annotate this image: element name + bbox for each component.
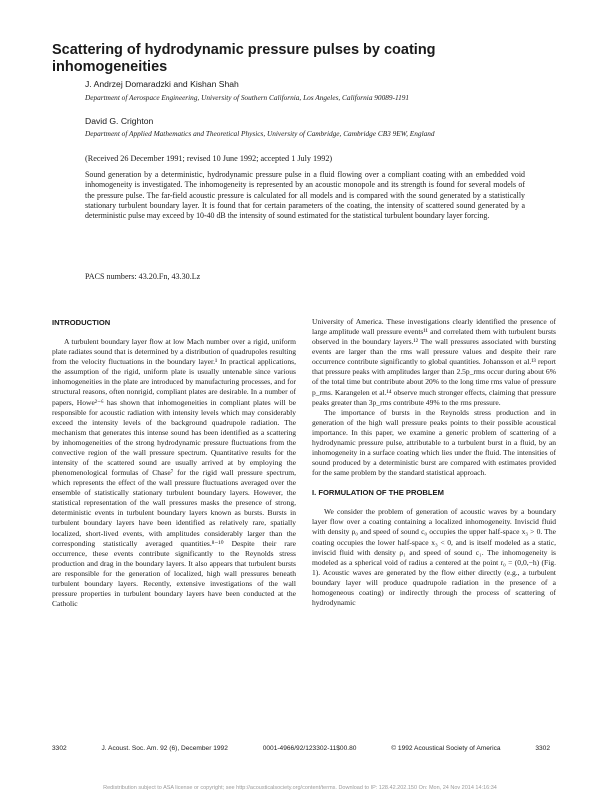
pacs-numbers: PACS numbers: 43.20.Fn, 43.30.Lz (85, 272, 201, 281)
right-column (312, 317, 556, 608)
affiliation-2: Department of Applied Mathematics and Theoretical Physics, University of Cambridge, Cambridge CB3 9EW, England (85, 129, 435, 138)
intro-paragraph-1: A turbulent boundary layer flow at low Mach number over a rigid, uniform plate radiates sound that is determined by a distribution of quadrupoles resulting from the velocity fluctuations in the boundary layer.¹ In practical applications, the assumption of the rigid, uniform plate is usually untenable since various inhomogeneities in the plate are introduced by manufacturing processes, and for structural reasons, often nonrigid, compliant plates are desirable. In a number of papers, Howe²⁻⁶ has shown that inhomogeneities in compliant plates will be responsible for acoustic radiation with intensity levels which may considerably exceed the intensity levels of the background quadrupole radiation. The mechanism that generates this intense sound has been identified as a scattering by inhomogeneities of the strong hydrodynamic pressure fluctuations from the convective region of the wall pressure spectrum. Quantitative results for the intensity of the scattered sound are usually arrived at by employing the phenomenological formulas of Chase⁷ for the rigid wall pressure spectrum, which represents the effect of the wall pressure fluctuations averaged over the ensemble of statistically stationary turbulent boundary layers. However, the statistical representation of the wall pressures masks the presence of strong, deterministic events in turbulent boundary layers known as bursts. Bursts in turbulent boundary layers have been identified as relatively rare, spatially localized, short-lived events, with amplitudes considerably larger than the corresponding statistically averaged quantities.⁸⁻¹⁰ Despite their rare occurrence, these events contribute significantly to the Reynolds stress production and drag in the boundary layers. It also appears that turbulent bursts are responsible for the generation of localized, high wall pressures beneath turbulent boundary layers. Recently, extensive investigations of the wall pressure properties in turbulent boundary layers have been conducted at the Catholic (52, 337, 296, 609)
journal-citation: J. Acoust. Soc. Am. 92 (6), December 1992 (101, 745, 228, 752)
formulation-heading: I. FORMULATION OF THE PROBLEM (312, 488, 444, 498)
intro-paragraph-3: The importance of bursts in the Reynolds stress production and in generation of the high wall pressure peaks points to their possible acoustical importance. In this paper, we examine a generic problem of scattering of a hydrodynamic pressure pulse, attributable to a turbulent burst in a fluid, by an inhomogeneity in a surface coating which lies under the fluid. The intensities of sound produced by a deterministic burst are compared with estimates provided for the same problem by the standard statistical approach. (312, 407, 556, 478)
page-number-right: 3302 (535, 745, 550, 752)
page-number-left: 3302 (52, 745, 67, 752)
received-dates: (Received 26 December 1991; revised 10 June 1992; accepted 1 July 1992) (85, 154, 333, 163)
article-code: 0001-4966/92/123302-11$00.80 (262, 745, 357, 752)
abstract: Sound generation by a deterministic, hydrodynamic pressure pulse in a fluid flowing over a compliant coating with an embedded void inhomogeneity is investigated. The inhomogeneity is represented by an acoustic monopole and its strength is found for several models of the pressure pulse. The far-field acoustic pressure is calculated for all models and is compared with the sound generated by a statistically stationary turbulent boundary layer. It is found that for certain parameters of the coating, the intensity of scattered sound generated by a deterministic pulse may exceed by 10-40 dB the intensity of sound estimated for the statistical turbulent boundary layer forcing. (85, 170, 525, 221)
redistribution-notice: Redistribution subject to ASA license or copyright; see http://acousticalsociety.org/content/terms. Download to IP: 128.42.202.150 On: Mon, 24 Nov 2014 14:16:34 (103, 785, 497, 791)
left-column (52, 318, 296, 609)
formulation-paragraph-1: We consider the problem of generation of acoustic waves by a boundary layer flow over a coating containing a localized inhomogeneity. Inviscid fluid with density ρ₀ and speed of sound c₀ occupies the upper half-space x₃ > 0. The coating occupies the lower half-space x₃ < 0, and is itself modeled as a static, inviscid fluid with density ρ₁ and speed of sound c₁. The inhomogeneity is modeled as a spherical void of radius a centered at the point r₀ = (0,0,−h) (Fig. 1). Acoustic waves are generated by the flow either directly (e.g., a turbulent boundary layer will produce quadrupole radiation in the presence of a homogeneous coating) or indirectly through the process of scattering of hydrodynamic (312, 507, 556, 608)
author-line-2: David G. Crighton (85, 116, 154, 126)
page-footer (52, 745, 550, 752)
introduction-heading: INTRODUCTION (52, 318, 111, 327)
copyright-notice: © 1992 Acoustical Society of America (391, 745, 501, 752)
paper-title: Scattering of hydrodynamic pressure pulses by coating inhomogeneities (52, 42, 436, 75)
intro-paragraph-2: University of America. These investigations clearly identified the presence of large amplitude wall pressure events¹¹ and correlated them with turbulent bursts observed in the boundary layers.¹² The wall pressures associated with bursting events are larger than the rms wall pressure values and despite their rare occurrence contribute significantly to global quantities. Johansson et al.¹³ report that pressure peaks with amplitudes larger than 2.5p_rms occur during about 6% of the total time but contribute about 20% to the long time rms value of pressure p_rms. Karangelen et al.¹⁴ observe much stronger effects, claiming that pressure peaks greater than 3p_rms contribute 49% to the rms pressure. (312, 317, 556, 407)
affiliation-1: Department of Aerospace Engineering, University of Southern California, Los Angeles, California 90089-1191 (85, 93, 410, 102)
author-line-1: J. Andrzej Domaradzki and Kishan Shah (85, 79, 239, 89)
